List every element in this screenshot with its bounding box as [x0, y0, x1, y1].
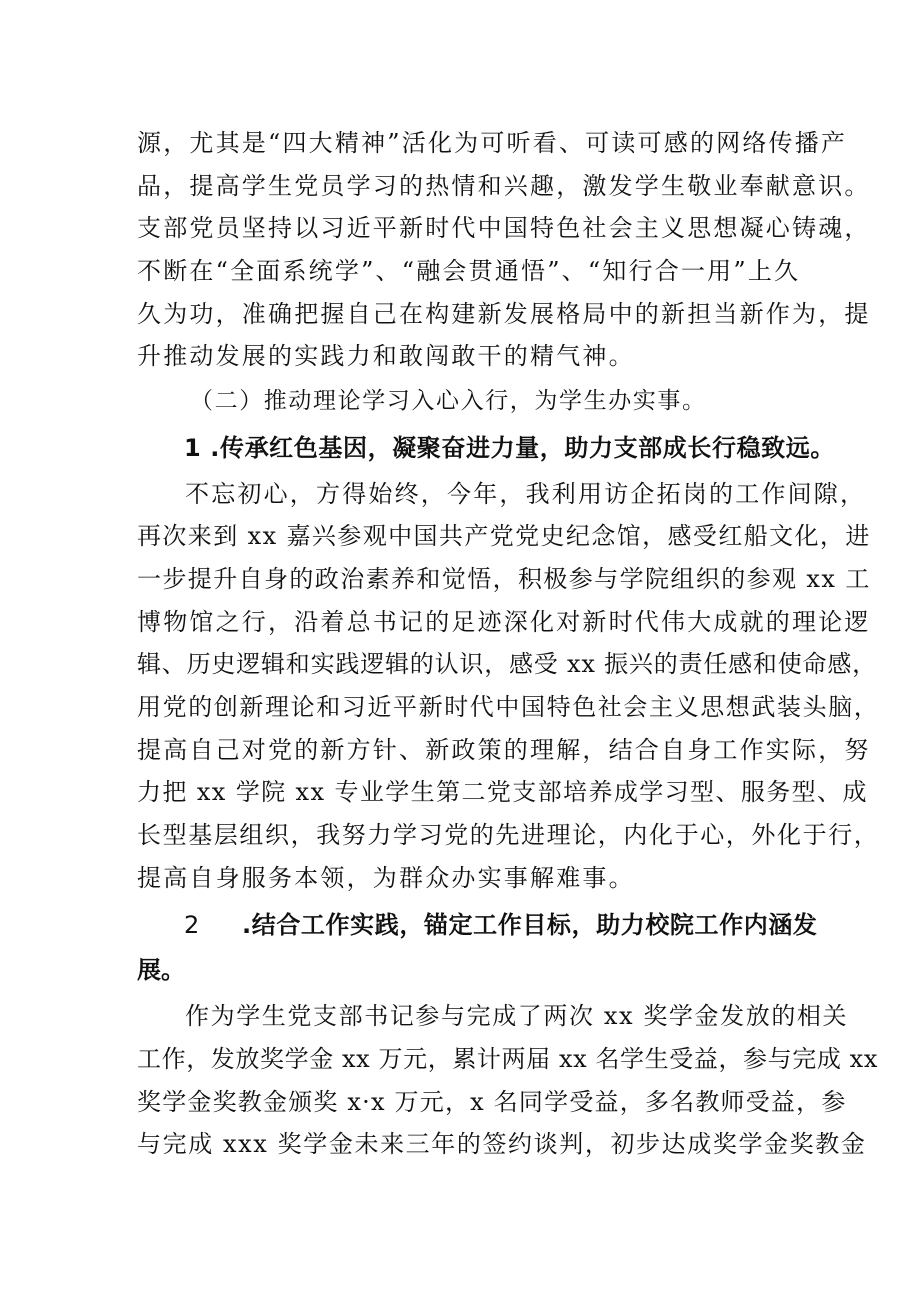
section-subheading: （二）推动理论学习入心入行，为学生办实事。 [190, 388, 707, 414]
text-line: 再次来到 xx 嘉兴参观中国共产党党史纪念馆，感受红船文化，进 [137, 522, 871, 550]
section-heading-number: 2 [184, 911, 200, 939]
text-line: 用党的创新理论和习近平新时代中国特色社会主义思想武装头脑， [137, 693, 880, 721]
text-line: 奖学金奖教金颁奖 x·x 万元，x 名同学受益，多名教师受益，参 [137, 1088, 847, 1116]
text-line: 作为学生党支部书记参与完成了两次 xx 奖学金发放的相关 [185, 1002, 849, 1030]
text-line: 一步提升自身的政治素养和觉悟，积极参与学院组织的参观 xx 工 [137, 565, 871, 593]
text-line: 升推动发展的实践力和敢闯敢干的精气神。 [137, 342, 635, 370]
text-line: 不忘初心，方得始终，今年，我利用访企拓岗的工作间隙， [185, 480, 867, 508]
section-heading: 1 .传承红色基因，凝聚奋进力量，助力支部成长行稳致远。 [184, 434, 835, 462]
text-line: 力把 xx 学院 xx 专业学生第二党支部培养成学习型、服务型、成 [137, 778, 868, 806]
text-line: 博物馆之行，沿着总书记的足迹深化对新时代伟大成就的理论逻 [137, 608, 871, 636]
text-line: 提高自身服务本领，为群众办实事解难事。 [137, 864, 635, 892]
text-line: 提高自己对党的新方针、新政策的理解，结合自身工作实际，努 [137, 736, 871, 764]
text-line: 久为功，准确把握自己在构建新发展格局中的新担当新作为，提 [137, 300, 871, 328]
section-heading: .结合工作实践，锚定工作目标，助力校院工作内涵发 [242, 911, 818, 939]
text-line: 源，尤其是“四大精神”活化为可听看、可读可感的网络传播产 [137, 129, 848, 157]
text-line: 长型基层组织，我努力学习党的先进理论，内化于心，外化于行， [137, 821, 880, 849]
text-line: 支部党员坚持以习近平新时代中国特色社会主义思想凝心铸魂， [137, 214, 871, 242]
text-line: 与完成 xxx 奖学金未来三年的签约谈判，初步达成奖学金奖教金 [137, 1130, 867, 1158]
text-line: 品，提高学生党员学习的热情和兴趣，激发学生敬业奉献意识。 [137, 172, 871, 200]
text-line: 工作，发放奖学金 xx 万元，累计两届 xx 名学生受益，参与完成 xx [137, 1045, 878, 1073]
section-heading-continued: 展。 [137, 956, 185, 984]
text-line: 不断在“全面系统学”、“融会贯通悟”、“知行合一用”上久 [137, 257, 801, 285]
text-line: 辑、历史逻辑和实践逻辑的认识，感受 xx 振兴的责任感和使命感， [137, 650, 877, 678]
